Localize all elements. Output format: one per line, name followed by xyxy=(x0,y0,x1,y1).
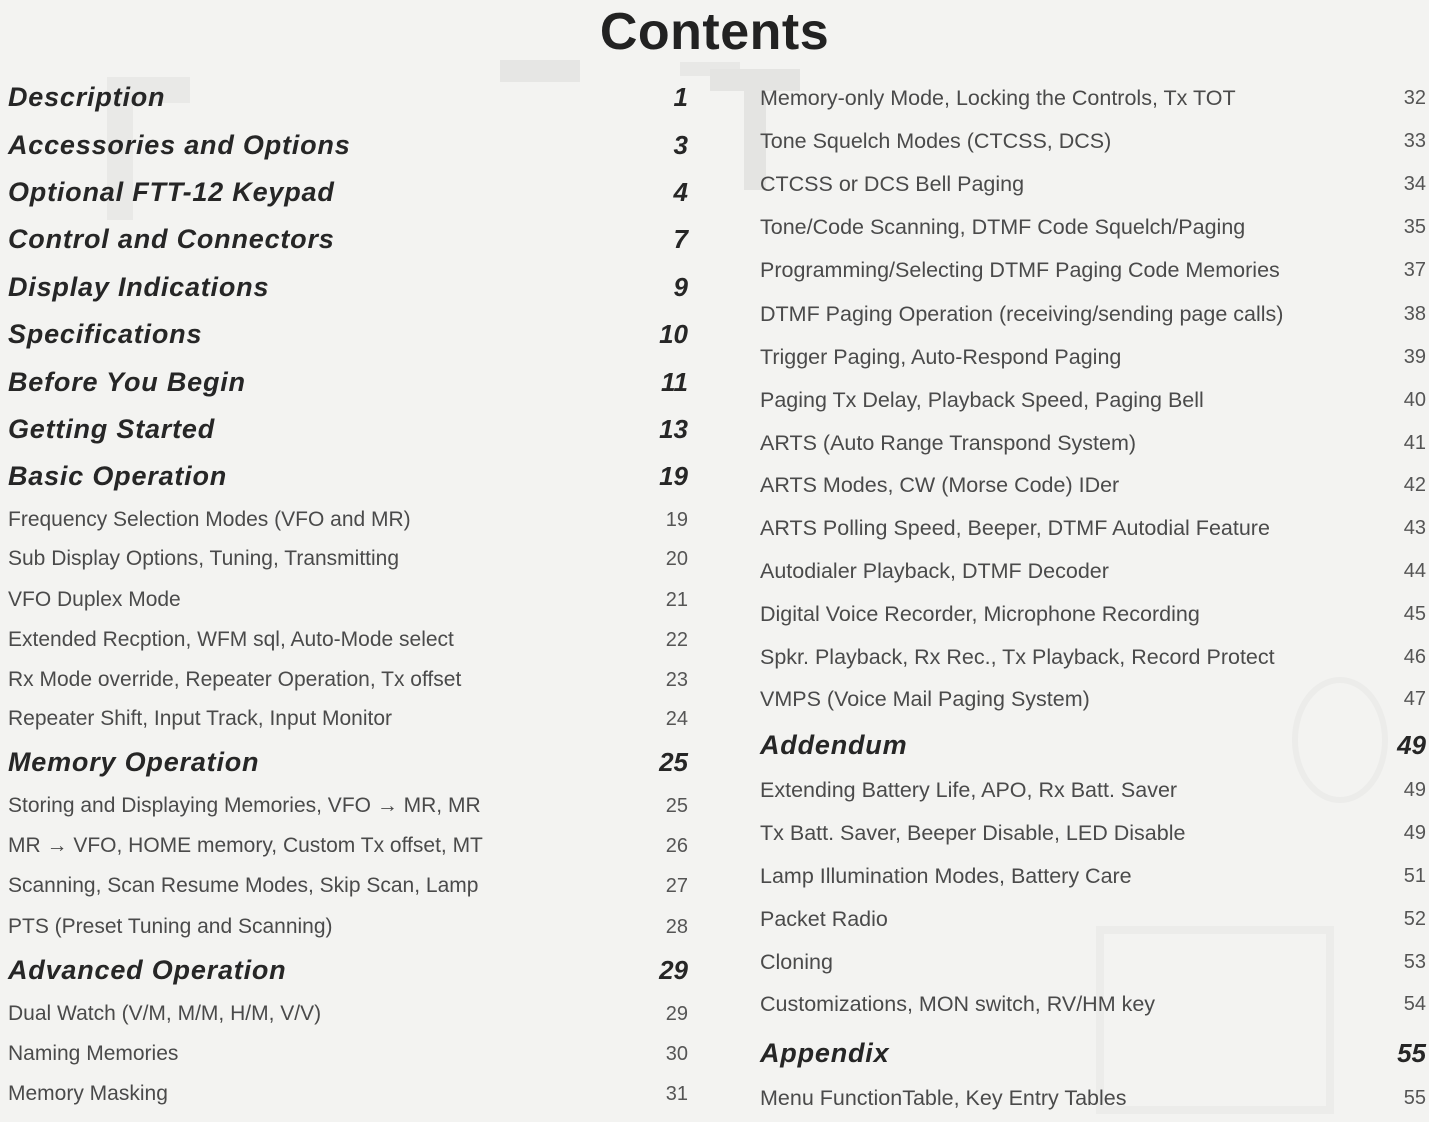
toc-entry-page: 26 xyxy=(665,834,688,857)
toc-entry-title: Spkr. Playback, Rx Rec., Tx Playback, Record Protect xyxy=(760,645,1275,669)
toc-entry-title: Dual Watch (V/M, M/M, H/M, V/V) xyxy=(8,1002,322,1025)
toc-entry-page: 25 xyxy=(665,794,688,817)
toc-entry xyxy=(8,461,688,492)
page-title: Contents xyxy=(599,3,830,61)
toc-entry-title: MR → VFO, HOME memory, Custom Tx offset, MT xyxy=(8,834,483,857)
toc-entry xyxy=(760,258,1426,283)
toc-entry-page: 39 xyxy=(1403,346,1426,368)
toc-entry xyxy=(760,992,1426,1017)
toc-entry xyxy=(8,224,688,255)
toc-entry xyxy=(8,177,688,208)
toc-entry-page: 37 xyxy=(1403,259,1426,281)
toc-entry-page: 44 xyxy=(1403,560,1426,582)
toc-entry xyxy=(8,130,688,161)
toc-entry-page: 49 xyxy=(1403,779,1426,801)
toc-entry xyxy=(8,414,688,445)
toc-entry xyxy=(8,794,688,818)
toc-entry-title: Tone/Code Scanning, DTMF Code Squelch/Paging xyxy=(760,215,1246,239)
toc-entry xyxy=(8,955,688,986)
toc-entry-title: Extended Recption, WFM sql, Auto-Mode select xyxy=(8,628,454,651)
toc-entry xyxy=(760,1086,1426,1111)
toc-entry-title: Extending Battery Life, APO, Rx Batt. Saver xyxy=(760,778,1178,802)
toc-entry-page: 52 xyxy=(1403,908,1426,930)
toc-entry xyxy=(760,172,1426,197)
toc-entry-title: VMPS (Voice Mail Paging System) xyxy=(760,687,1090,711)
toc-entry xyxy=(8,508,688,532)
toc-entry xyxy=(8,1002,688,1026)
toc-entry-page: 9 xyxy=(673,272,688,302)
toc-entry-title: Basic Operation xyxy=(8,461,228,491)
toc-entry xyxy=(760,950,1426,975)
toc-entry-page: 54 xyxy=(1403,993,1426,1015)
toc-entry-page: 10 xyxy=(659,319,688,349)
toc-entry-title: PTS (Preset Tuning and Scanning) xyxy=(8,915,333,938)
toc-entry-page: 3 xyxy=(673,130,688,160)
toc-entry xyxy=(8,915,688,939)
toc-entry-title: Packet Radio xyxy=(760,907,888,931)
toc-entry-title: Frequency Selection Modes (VFO and MR) xyxy=(8,508,411,531)
toc-entry-title: Menu FunctionTable, Key Entry Tables xyxy=(760,1086,1127,1110)
toc-entry-title: Tx Batt. Saver, Beeper Disable, LED Disable xyxy=(760,821,1186,845)
toc-entry-page: 51 xyxy=(1403,865,1426,887)
toc-entry xyxy=(8,707,688,731)
toc-entry-page: 11 xyxy=(661,367,688,397)
toc-entry-title: Sub Display Options, Tuning, Transmitting xyxy=(8,547,400,570)
toc-entry-title: Appendix xyxy=(760,1038,890,1068)
toc-entry-page: 55 xyxy=(1397,1038,1426,1068)
toc-entry-page: 13 xyxy=(659,414,688,444)
toc-entry xyxy=(8,1082,688,1106)
toc-entry-title: ARTS Polling Speed, Beeper, DTMF Autodial Feature xyxy=(760,516,1270,540)
toc-entry xyxy=(760,388,1426,413)
toc-entry xyxy=(8,367,688,398)
toc-entry-title: VFO Duplex Mode xyxy=(8,588,181,611)
toc-entry xyxy=(8,1042,688,1066)
toc-entry-page: 23 xyxy=(665,668,688,691)
toc-entry-page: 35 xyxy=(1403,216,1426,238)
toc-entry-page: 47 xyxy=(1403,688,1426,710)
toc-entry xyxy=(760,473,1426,498)
toc-entry-title: Rx Mode override, Repeater Operation, Tx offset xyxy=(8,668,462,691)
toc-entry-page: 21 xyxy=(665,588,688,611)
toc-entry-page: 29 xyxy=(659,955,688,985)
toc-entry-page: 40 xyxy=(1403,389,1426,411)
toc-entry-page: 24 xyxy=(665,707,688,730)
toc-entry-page: 45 xyxy=(1403,603,1426,625)
toc-entry-title: Programming/Selecting DTMF Paging Code Memories xyxy=(760,258,1280,282)
toc-entry-title: Memory Masking xyxy=(8,1082,168,1105)
toc-entry xyxy=(8,547,688,571)
toc-entry-page: 25 xyxy=(659,747,688,777)
toc-entry xyxy=(760,687,1426,712)
toc-entry-page: 28 xyxy=(665,915,688,938)
toc-entry xyxy=(760,778,1426,803)
toc-entry xyxy=(760,129,1426,154)
toc-entry-page: 42 xyxy=(1403,474,1426,496)
toc-entry-title: Optional FTT-12 Keypad xyxy=(8,177,335,207)
toc-entry-title: Before You Begin xyxy=(8,367,246,397)
toc-entry-page: 34 xyxy=(1403,173,1426,195)
toc-entry xyxy=(8,272,688,303)
toc-entry-title: Memory-only Mode, Locking the Controls, Tx TOT xyxy=(760,86,1236,110)
toc-entry xyxy=(760,516,1426,541)
toc-entry-title: CTCSS or DCS Bell Paging xyxy=(760,172,1025,196)
toc-entry-title: Tone Squelch Modes (CTCSS, DCS) xyxy=(760,129,1112,153)
toc-entry xyxy=(8,834,688,858)
toc-entry xyxy=(760,559,1426,584)
toc-entry xyxy=(8,319,688,350)
toc-entry-page: 46 xyxy=(1403,646,1426,668)
toc-entry-page: 33 xyxy=(1403,130,1426,152)
toc-entry xyxy=(760,215,1426,240)
toc-entry-title: Accessories and Options xyxy=(8,130,351,160)
toc-entry xyxy=(760,730,1426,761)
toc-entry xyxy=(8,874,688,898)
toc-entry-title: Control and Connectors xyxy=(8,224,335,254)
toc-entry-page: 20 xyxy=(665,547,688,570)
toc-entry-title: Repeater Shift, Input Track, Input Monitor xyxy=(8,707,393,730)
toc-entry-page: 30 xyxy=(665,1042,688,1065)
toc-entry-page: 19 xyxy=(659,461,688,491)
toc-entry-page: 32 xyxy=(1403,87,1426,109)
toc-entry-page: 4 xyxy=(673,177,688,207)
toc-entry-title: Advanced Operation xyxy=(8,955,287,985)
toc-entry-title: ARTS (Auto Range Transpond System) xyxy=(760,431,1137,455)
toc-entry xyxy=(760,302,1426,327)
toc-entry xyxy=(8,82,688,113)
toc-entry xyxy=(760,645,1426,670)
toc-entry-title: Lamp Illumination Modes, Battery Care xyxy=(760,864,1132,888)
toc-entry-title: Naming Memories xyxy=(8,1042,179,1065)
toc-entry xyxy=(760,431,1426,456)
toc-entry xyxy=(8,747,688,778)
toc-entry xyxy=(760,821,1426,846)
toc-entry-title: DTMF Paging Operation (receiving/sending page calls) xyxy=(760,302,1284,326)
toc-entry-page: 7 xyxy=(673,224,688,254)
toc-entry-page: 49 xyxy=(1397,730,1426,760)
toc-entry-page: 19 xyxy=(665,508,688,531)
toc-entry-title: Digital Voice Recorder, Microphone Recording xyxy=(760,602,1200,626)
toc-entry-title: Customizations, MON switch, RV/HM key xyxy=(760,992,1156,1016)
toc-entry-page: 1 xyxy=(673,82,688,112)
toc-entry-title: Getting Started xyxy=(8,414,216,444)
toc-entry xyxy=(8,628,688,652)
toc-entry-title: Addendum xyxy=(760,730,908,760)
toc-entry xyxy=(760,345,1426,370)
toc-entry xyxy=(760,86,1426,111)
toc-entry-title: Paging Tx Delay, Playback Speed, Paging Bell xyxy=(760,388,1204,412)
toc-entry-page: 43 xyxy=(1403,517,1426,539)
toc-entry-page: 29 xyxy=(665,1002,688,1025)
toc-entry-title: Specifications xyxy=(8,319,203,349)
toc-entry xyxy=(760,864,1426,889)
toc-entry-title: ARTS Modes, CW (Morse Code) IDer xyxy=(760,473,1120,497)
toc-entry xyxy=(760,602,1426,627)
toc-entry-page: 49 xyxy=(1403,822,1426,844)
toc-entry-title: Scanning, Scan Resume Modes, Skip Scan, Lamp xyxy=(8,874,479,897)
toc-entry-title: Trigger Paging, Auto-Respond Paging xyxy=(760,345,1122,369)
toc-entry-page: 27 xyxy=(665,874,688,897)
toc-entry xyxy=(760,1038,1426,1069)
toc-entry-title: Storing and Displaying Memories, VFO → MR, MR xyxy=(8,794,481,817)
toc-entry-title: Cloning xyxy=(760,950,833,974)
toc-entry xyxy=(760,907,1426,932)
toc-entry-page: 22 xyxy=(665,628,688,651)
toc-entry-title: Autodialer Playback, DTMF Decoder xyxy=(760,559,1109,583)
toc-entry xyxy=(8,668,688,692)
toc-entry-page: 41 xyxy=(1403,432,1426,454)
toc-entry-title: Description xyxy=(8,82,166,112)
toc-entry xyxy=(8,588,688,612)
toc-entry-page: 31 xyxy=(665,1082,688,1105)
toc-entry-page: 38 xyxy=(1403,303,1426,325)
toc-entry-page: 55 xyxy=(1403,1087,1426,1109)
toc-entry-page: 53 xyxy=(1403,951,1426,973)
toc-entry-title: Memory Operation xyxy=(8,747,260,777)
toc-entry-title: Display Indications xyxy=(8,272,270,302)
